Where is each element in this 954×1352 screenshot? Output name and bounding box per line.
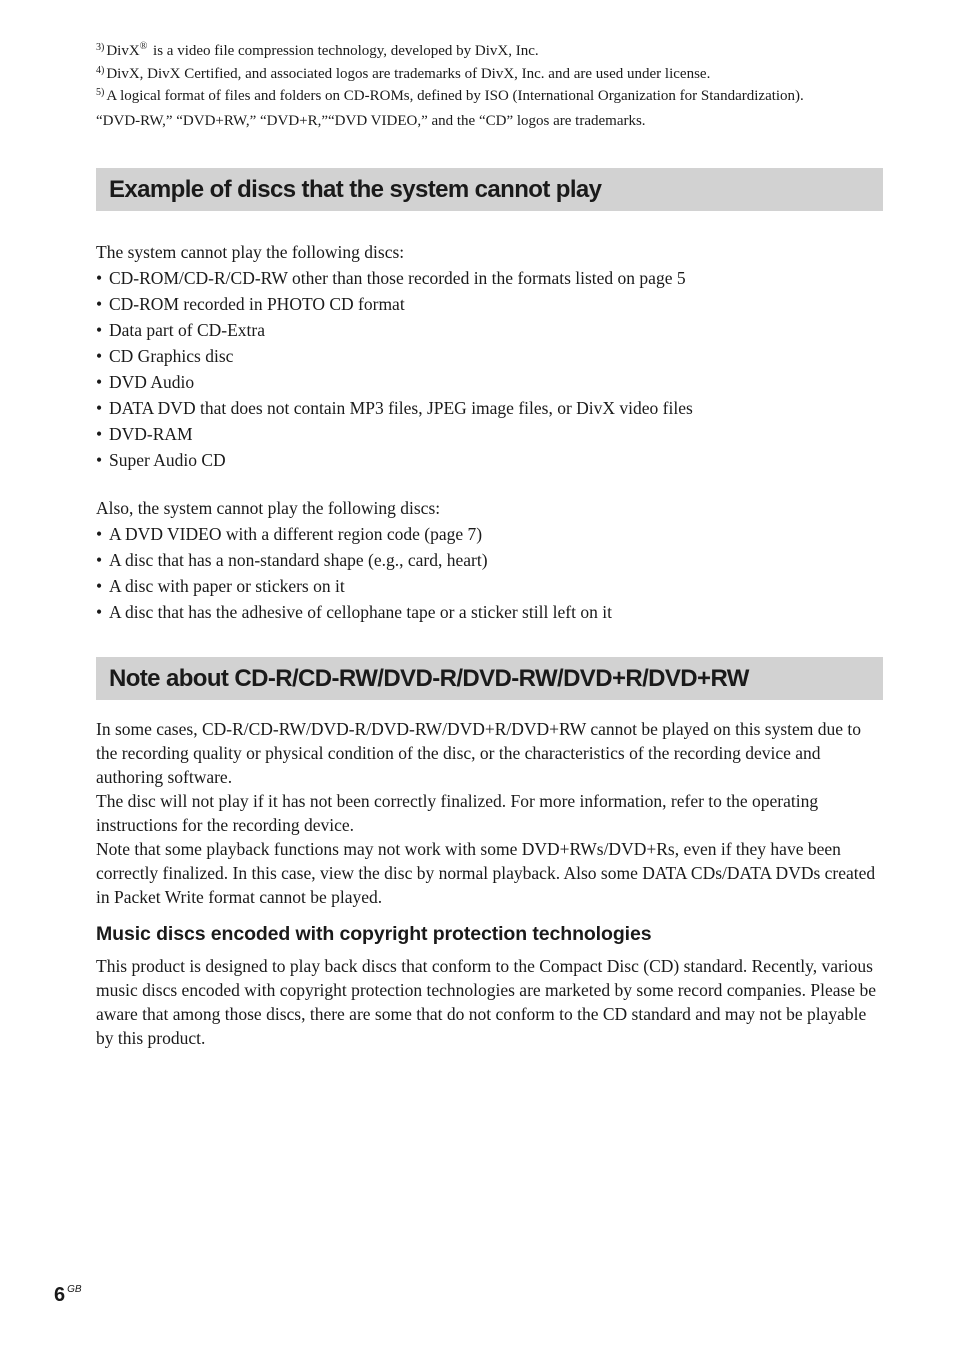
manual-page <box>96 40 883 1050</box>
footnote-marker: 3) <box>96 42 105 53</box>
list-item: • Super Audio CD <box>96 447 883 473</box>
list-item: • A disc with paper or stickers on it <box>96 573 883 599</box>
bullet-icon: • <box>96 346 103 366</box>
footnote-text: DivX, DivX Certified, and associated logos are trademarks of DivX, Inc. and are used under license. <box>106 65 711 82</box>
note-paragraphs <box>96 717 883 909</box>
intro-text: The system cannot play the following discs: <box>96 242 405 262</box>
paragraph: The disc will not play if it has not been correctly finalized. For more information, refer to the operating instructions for the recording device. <box>96 791 819 835</box>
section-heading-unplayable-discs <box>96 168 883 211</box>
intro-text-2: Also, the system cannot play the following discs: <box>96 498 441 518</box>
trademark-note: “DVD-RW,” “DVD+RW,” “DVD+R,”“DVD VIDEO,” and the “CD” logos are trademarks. <box>96 112 646 129</box>
section-heading-recordable-discs <box>96 657 883 700</box>
list-item: • DATA DVD that does not contain MP3 files, JPEG image files, or DivX video files <box>96 395 883 421</box>
list-item: • CD Graphics disc <box>96 343 883 369</box>
list-item: • DVD Audio <box>96 369 883 395</box>
page-region: GB <box>67 1284 82 1295</box>
footnote-4 <box>96 63 883 86</box>
section-heading-text: Example of discs that the system cannot play <box>109 175 602 203</box>
list-item: • A disc that has the adhesive of cellophane tape or a sticker still left on it <box>96 599 883 625</box>
bullet-icon: • <box>96 398 103 418</box>
list-item: • A DVD VIDEO with a different region code (page 7) <box>96 521 883 547</box>
paragraph: In some cases, CD-R/CD-RW/DVD-R/DVD-RW/DVD+R/DVD+RW cannot be played on this system due to the recording quality or physical condition of the disc, or the characteristics of the recording device and authoring software. <box>96 719 862 787</box>
footnote-marker: 4) <box>96 64 105 76</box>
list-item: • CD-ROM recorded in PHOTO CD format <box>96 291 883 317</box>
bullet-icon: • <box>96 602 103 622</box>
bullet-icon: • <box>96 550 103 570</box>
bullet-icon: • <box>96 294 103 314</box>
paragraph: Note that some playback functions may not work with some DVD+RWs/DVD+Rs, even if they have been correctly finalized. In this case, view the disc by normal playback. Also some DATA CDs/DATA DVDs created in Packet Write format cannot be played. <box>96 839 876 907</box>
bullet-icon: • <box>96 424 103 444</box>
footnotes <box>96 40 883 132</box>
footnote-text: A logical format of files and folders on CD-ROMs, defined by ISO (International Organization for Standardization). <box>106 88 804 104</box>
sub-heading: Music discs encoded with copyright protection technologies <box>96 923 652 945</box>
footnote-text: DivX <box>106 43 140 59</box>
footnote-marker: 5) <box>96 87 105 98</box>
list-item: • Data part of CD-Extra <box>96 317 883 343</box>
list-item: • DVD-RAM <box>96 421 883 447</box>
bullet-icon: • <box>96 524 103 544</box>
bullet-icon: • <box>96 320 103 340</box>
section-heading-text: Note about CD-R/CD-RW/DVD-R/DVD-RW/DVD+R/DVD+RW <box>109 664 749 692</box>
page-number: 6 $^{GB}$ <box>54 1284 82 1306</box>
registered-mark: ® <box>139 41 148 52</box>
unplayable-disc-list <box>96 265 883 473</box>
unplayable-disc-list-2 <box>96 521 883 625</box>
bullet-icon: • <box>96 576 103 596</box>
bullet-icon: • <box>96 450 103 470</box>
list-item: • A disc that has a non-standard shape (e.g., card, heart) <box>96 547 883 573</box>
paragraph: This product is designed to play back discs that conform to the Compact Disc (CD) standard. Recently, various music discs encoded with copyright protection technologies are marketed by some record companies. Please be aware that among those discs, there are some that do not conform to the CD standard and may not be playable by this product. <box>96 956 876 1048</box>
footnote-3 <box>96 40 883 63</box>
footnote-text: is a video file compression technology, developed by DivX, Inc. <box>149 43 539 59</box>
footnote-5 <box>96 85 883 108</box>
bullet-icon: • <box>96 372 103 392</box>
list-item: • CD-ROM/CD-R/CD-RW other than those recorded in the formats listed on page 5 <box>96 265 883 291</box>
bullet-icon: • <box>96 268 103 288</box>
